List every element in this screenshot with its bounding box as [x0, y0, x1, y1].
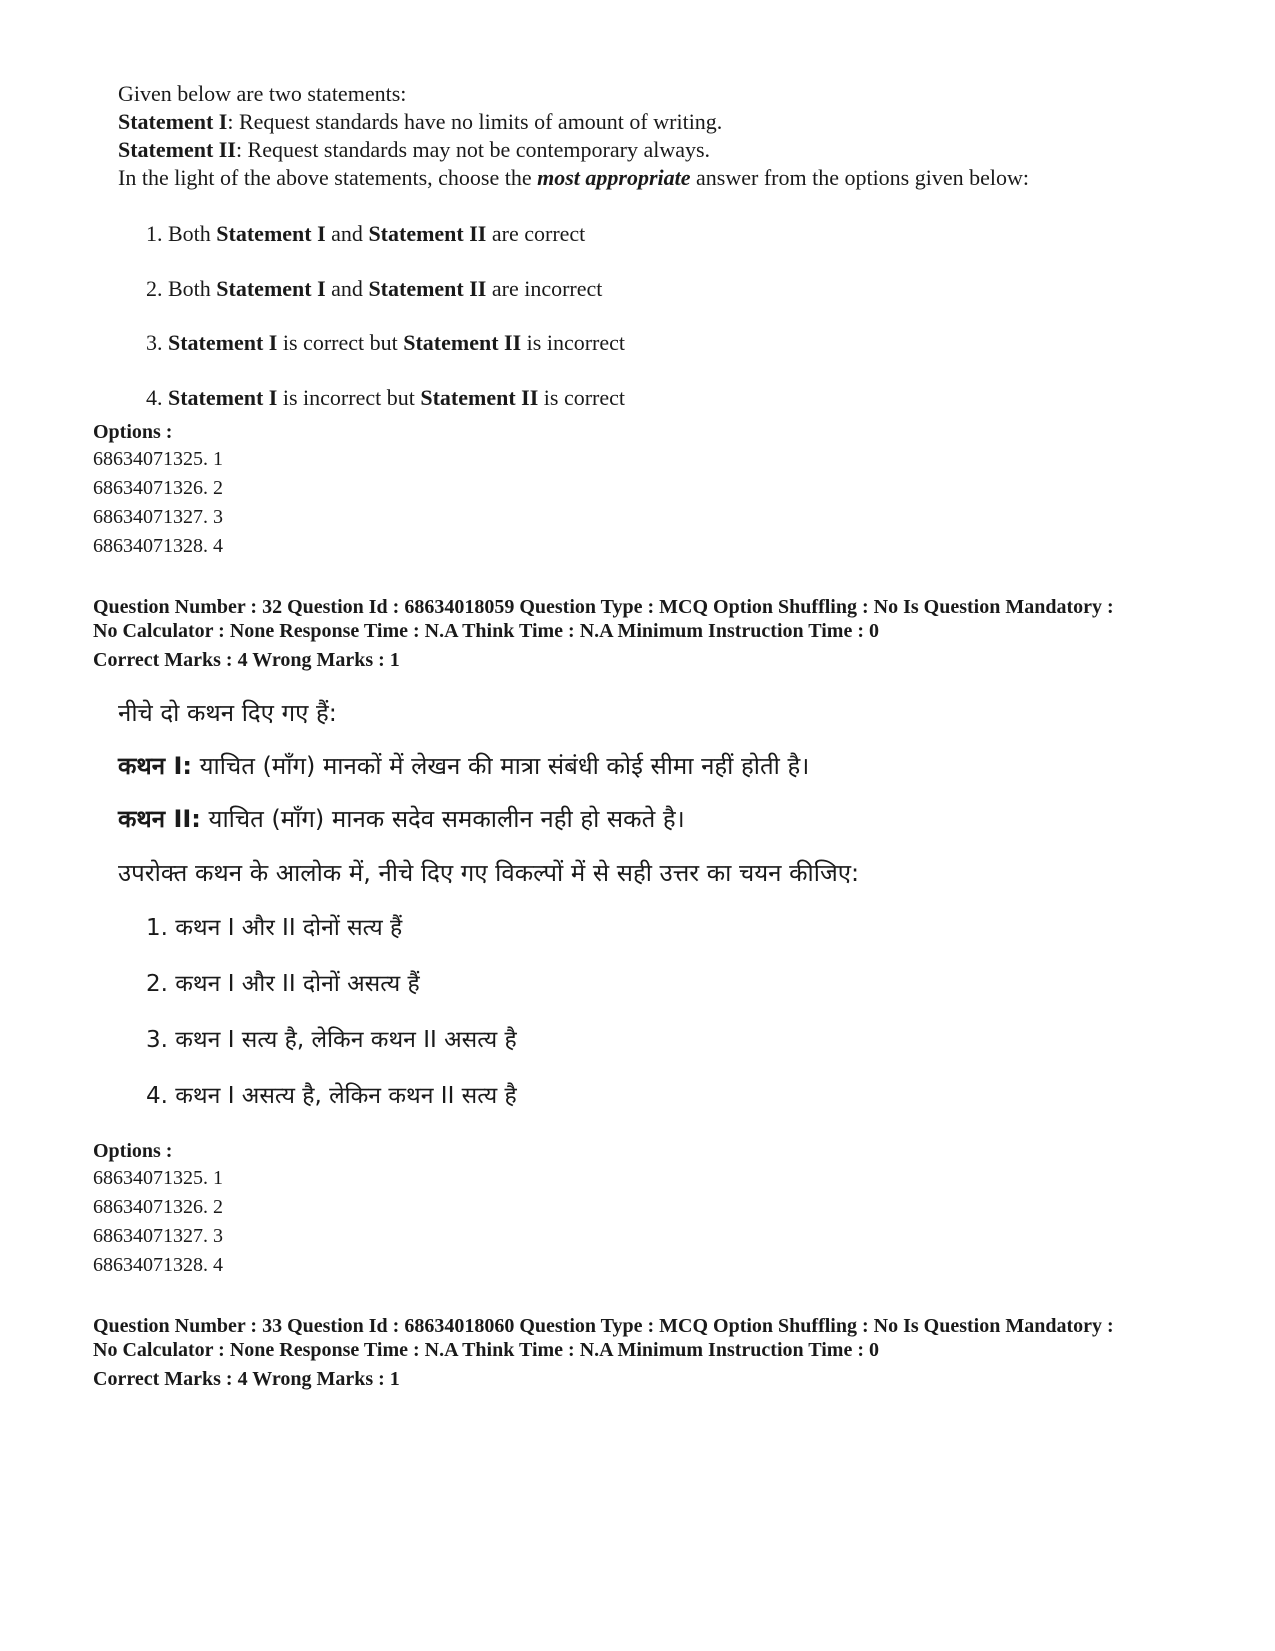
- q32-choice-1: 1. कथन I और II दोनों सत्य हैं: [146, 915, 403, 941]
- q31-s1-label: Statement I: [118, 109, 228, 134]
- q31-choice-2: 2. Both Statement I and Statement II are incorrect: [146, 275, 603, 301]
- q31-options-label: Options :: [93, 421, 173, 443]
- q31-choice-4: 4. Statement I is incorrect but Statement II is correct: [146, 384, 626, 410]
- q32-choice-3: 3. कथन I सत्य है, लेकिन कथन II असत्य है: [146, 1027, 517, 1053]
- q31-instruction: [118, 164, 1218, 192]
- q31-options-list: [93, 445, 223, 561]
- q32-option-2: 68634071326. 2: [93, 1196, 223, 1218]
- q31-s2-label: Statement II: [118, 137, 236, 162]
- q32-intro: नीचे दो कथन दिए गए हैं:: [118, 699, 337, 727]
- q31-choice-1: 1. Both Statement I and Statement II are correct: [146, 221, 586, 246]
- q31-s1-text: : Request standards have no limits of amount of writing.: [227, 109, 723, 134]
- q32-s1-label: कथन I:: [118, 752, 192, 780]
- q31-option-3: 68634071327. 3: [93, 506, 223, 528]
- q32-instruction: उपरोक्त कथन के आलोक में, नीचे दिए गए विकल्पों में से सही उत्तर का चयन कीजिए:: [118, 859, 860, 887]
- q32-choice-2: 2. कथन I और II दोनों असत्य हैं: [146, 971, 420, 997]
- q32-s2-text: याचित (माँग) मानक सदेव समकालीन नही हो सकते है।: [200, 805, 685, 833]
- q31-question-body: [118, 80, 1218, 192]
- q32-option-3: 68634071327. 3: [93, 1225, 223, 1247]
- q33-marks: Correct Marks : 4 Wrong Marks : 1: [93, 1368, 400, 1390]
- q31-choices: [146, 222, 625, 440]
- q31-option-2: 68634071326. 2: [93, 477, 223, 499]
- q32-statement-1: [118, 750, 809, 782]
- q32-meta-line-2: No Calculator : None Response Time : N.A Think Time : N.A Minimum Instruction Time : 0: [93, 620, 879, 642]
- q33-meta-line-1: Question Number : 33 Question Id : 68634018060 Question Type : MCQ Option Shuffling : No Is Question Mandatory :: [93, 1315, 1114, 1337]
- q31-instr-b: answer from the options given below:: [690, 165, 1030, 190]
- q31-s2-text: : Request standards may not be contemporary always.: [235, 137, 711, 162]
- q32-choice-4: 4. कथन I असत्य है, लेकिन कथन II सत्य है: [146, 1083, 517, 1109]
- q32-statement-2: [118, 803, 685, 835]
- q31-statement-2: [118, 136, 1218, 164]
- q32-meta-line-1: Question Number : 32 Question Id : 68634018059 Question Type : MCQ Option Shuffling : No Is Question Mandatory :: [93, 596, 1114, 618]
- q32-meta: [93, 595, 1243, 672]
- q32-option-4: 68634071328. 4: [93, 1254, 223, 1276]
- q31-choice-3: 3. Statement I is correct but Statement II is incorrect: [146, 330, 626, 355]
- q31-option-4: 68634071328. 4: [93, 535, 223, 557]
- q32-s1-text: याचित (माँग) मानकों में लेखन की मात्रा संबंधी कोई सीमा नहीं होती है।: [191, 752, 810, 780]
- q33-meta: [93, 1314, 1243, 1391]
- q32-s2-label: कथन II:: [118, 805, 201, 833]
- q31-statement-1: [118, 108, 1218, 136]
- q33-meta-line-2: No Calculator : None Response Time : N.A Think Time : N.A Minimum Instruction Time : 0: [93, 1339, 879, 1361]
- q31-option-1: 68634071325. 1: [93, 448, 223, 470]
- q32-marks: Correct Marks : 4 Wrong Marks : 1: [93, 649, 400, 671]
- q32-options-label: Options :: [93, 1140, 173, 1162]
- q32-options-list: [93, 1164, 223, 1280]
- q31-instr-emphasis: most appropriate: [537, 165, 691, 190]
- q31-intro: Given below are two statements:: [118, 81, 407, 106]
- q31-instr-a: In the light of the above statements, choose the: [118, 165, 538, 190]
- q32-option-1: 68634071325. 1: [93, 1167, 223, 1189]
